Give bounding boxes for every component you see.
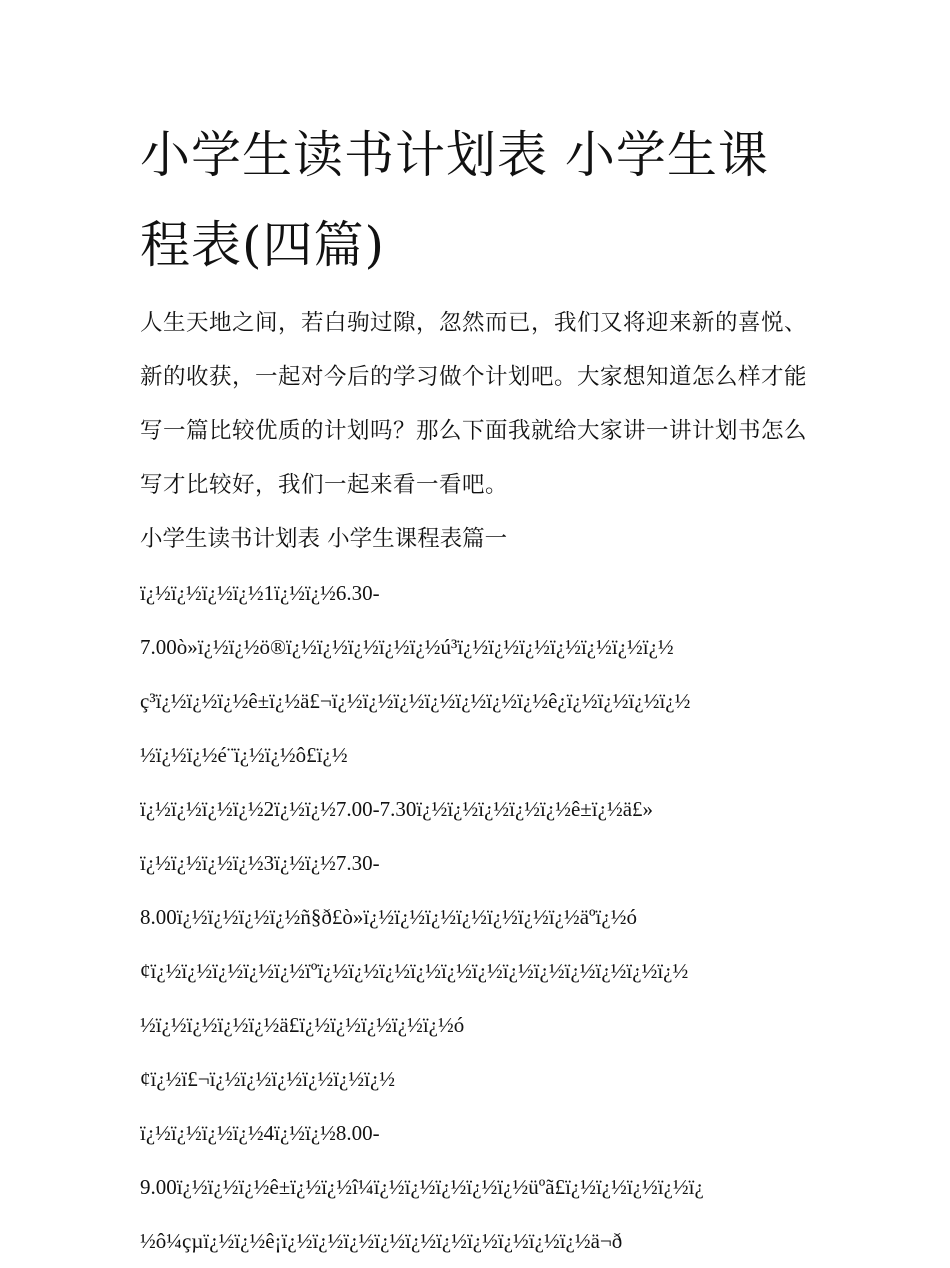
text-line: 8.00ï¿½ï¿½ï¿½ï¿½ñ§ð£ò»ï¿½ï¿½ï¿½ï¿½ï¿½ï¿½ï¿½äºï¿½ó [140,905,637,929]
text-line: ï¿½ï¿½ï¿½ï¿½4ï¿½ï¿½8.00- [140,1121,380,1145]
text-line: ç³ï¿½ï¿½ï¿½ê±ï¿½ä£¬ï¿½ï¿½ï¿½ï¿½ï¿½ï¿½ï¿½ê¿ï¿½ï¿½ï¿½ï¿½ [140,689,691,713]
text-line: ï¿½ï¿½ï¿½ï¿½3ï¿½ï¿½7.30- [140,851,380,875]
document-title: 小学生读书计划表 小学生课程表(四篇) [140,126,769,274]
intro-paragraph: 人生天地之间，若白驹过隙，忽然而已，我们又将迎来新的喜悦、新的收获，一起对今后的学习做个计划吧。大家想知道怎么样才能写一篇比较优质的计划吗？那么下面我就给大家讲一讲计划书怎么写才比较好，我们一起来看一看吧。 [140,310,808,498]
text-line: ½ï¿½ï¿½é¨ï¿½ï¿½ô£ï¿½ [140,743,348,767]
text-line: ï¿½ï¿½ï¿½ï¿½1ï¿½ï¿½6.30- [140,581,380,605]
text-line: 7.00ò»ï¿½ï¿½ö®ï¿½ï¿½ï¿½ï¿½ï¿½ú³ï¿½ï¿½ï¿½ï¿½ï¿½ï¿½ï¿½ [140,635,674,659]
garbled-text-block [140,566,812,1268]
text-line: ½ô¼çµï¿½ï¿½ê¡ï¿½ï¿½ï¿½ï¿½ï¿½ï¿½ï¿½ï¿½ï¿½ï¿½ä¬ð [140,1229,623,1253]
section-heading: 小学生读书计划表 小学生课程表篇一 [140,526,508,552]
text-line: 9.00ï¿½ï¿½ï¿½ê±ï¿½ï¿½î¼ï¿½ï¿½ï¿½ï¿½ï¿½üºã£ï¿½ï¿½ï¿½ï¿½ï¿ [140,1175,704,1199]
document-page [140,110,812,1268]
text-line: ½ï¿½ï¿½ï¿½ï¿½ä£ï¿½ï¿½ï¿½ï¿½ï¿½ó [140,1013,465,1037]
text-line: ¢ï¿½ï£¬ï¿½ï¿½ï¿½ï¿½ï¿½ï¿½ [140,1067,396,1091]
text-line: ¢ï¿½ï¿½ï¿½ï¿½ï¿½ïºï¿½ï¿½ï¿½ï¿½ï¿½ï¿½ï¿½ï¿½ï¿½ï¿½ï¿½ï¿½ [140,959,689,983]
text-line: ï¿½ï¿½ï¿½ï¿½2ï¿½ï¿½7.00-7.30ï¿½ï¿½ï¿½ï¿½ï¿½ê±ï¿½ä£» [140,797,654,821]
